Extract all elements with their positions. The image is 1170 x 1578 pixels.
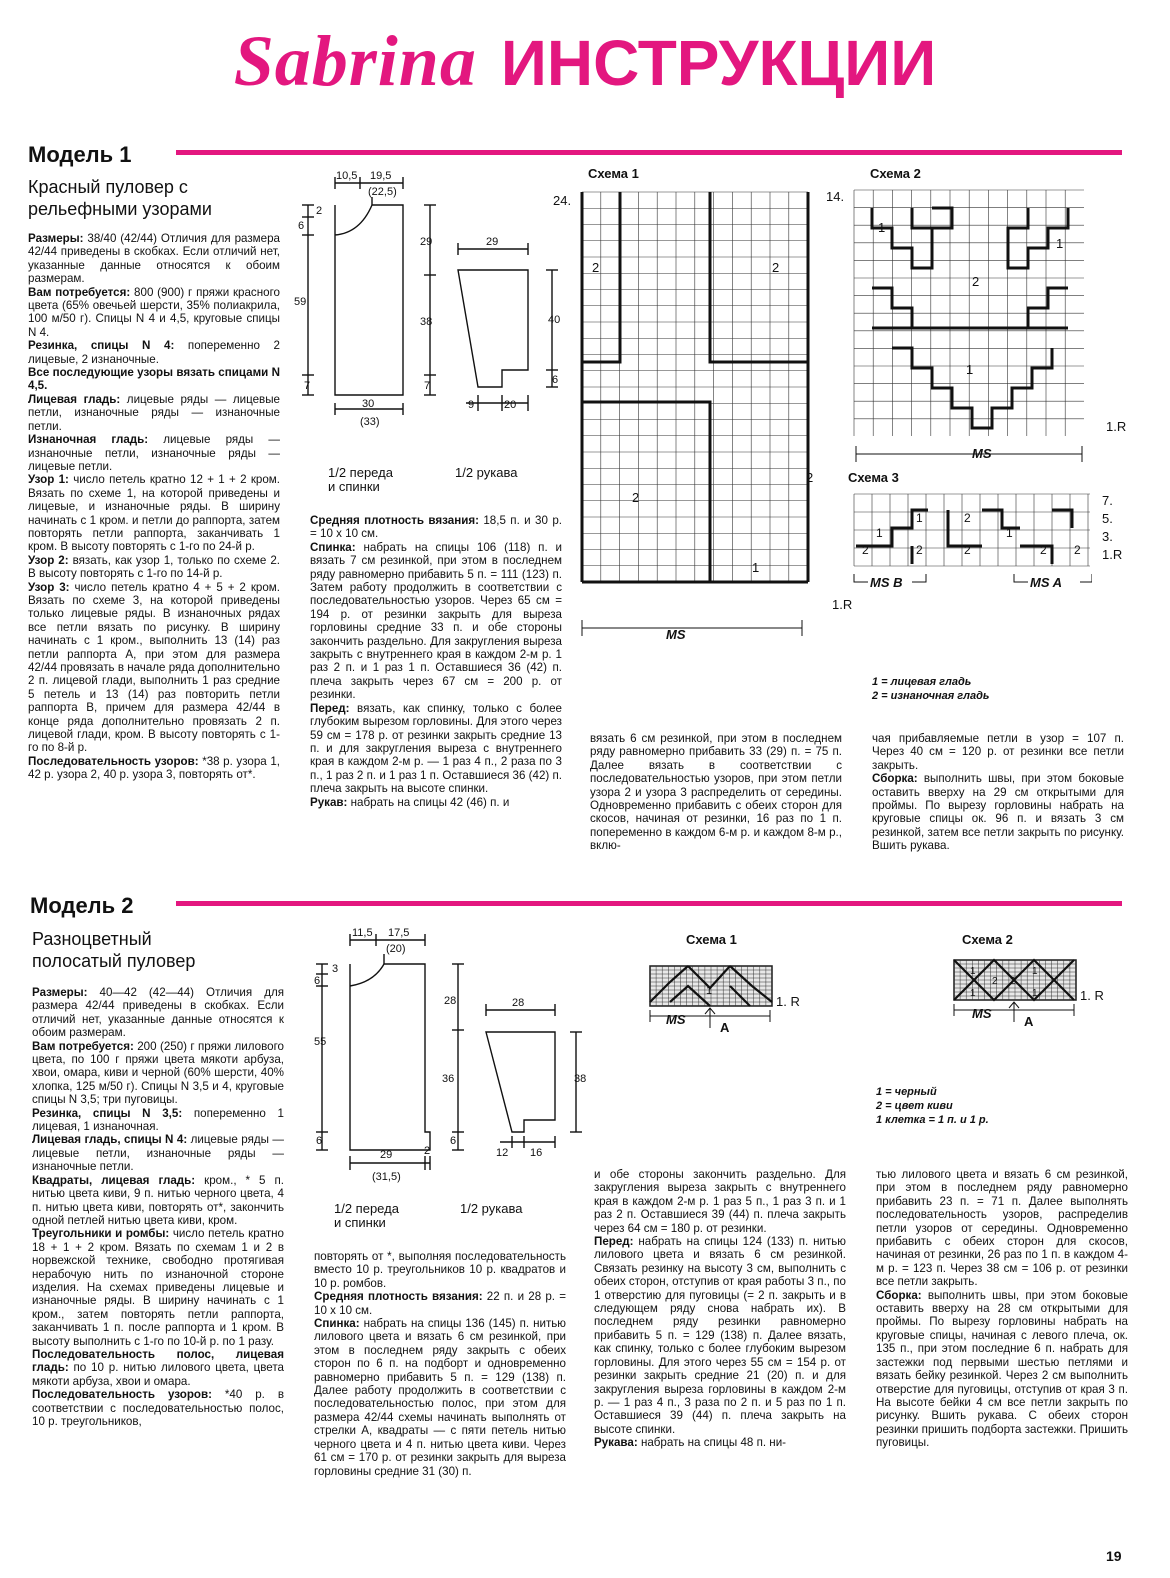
model1-scheme1-grid [580, 190, 820, 642]
paragraph [28, 755, 280, 782]
model2-subtitle-1: Разноцветный [32, 929, 152, 949]
paragraph [28, 286, 280, 340]
dim-label: 17,5 [388, 927, 410, 939]
model1-scheme3-row5: 5. [1102, 511, 1113, 526]
paragraph [32, 1227, 284, 1348]
paragraph [310, 541, 562, 702]
paragraph-text: вязать 6 см резинкой, при этом в последнем ряду равномерно прибавить 33 (29) п. = 75 п. Далее вязать в соответствии с последовательностью узоров, при этом петли узора 2 и узора 3 распределить от середины. Одновременно прибавить с обеих сторон для скосов, начиная от резинки, 16 раз по 1 п. попеременно в каждом 6-м р. и каждом 8-м р., вклю- [590, 732, 842, 853]
symbol-1: 1 [878, 220, 886, 235]
paragraph-heading: Спинка: [314, 1317, 360, 1331]
dim-label: 10,5 [336, 170, 358, 182]
model2-column-3 [594, 1168, 846, 1450]
paragraph [876, 1168, 1128, 1289]
page-number: 19 [1106, 1548, 1122, 1564]
paragraph-heading: Последовательность узоров: [28, 754, 199, 768]
model2-scheme1-grid [648, 962, 808, 1037]
paragraph [32, 1133, 284, 1173]
model1-rule [176, 150, 1122, 155]
paragraph [28, 473, 280, 553]
dim-label: 28 [512, 997, 525, 1009]
symbol-2: 2 [862, 543, 869, 557]
paragraph-heading: Вам потребуется: [28, 285, 131, 299]
symbol-1: 1 [1032, 988, 1038, 999]
paragraph-text: 800 (900) г пряжи красного цвета (65% овечьей шерсти, 35% полиакрила, 100 м/50 г). Спицы N 4 и 4,5, круговые спицы N 4. [28, 285, 281, 339]
model2-column-2 [314, 1250, 566, 1478]
paragraph [28, 581, 280, 755]
dim-label: 2 [424, 1145, 431, 1157]
dim-label: 30 [362, 398, 375, 410]
symbol-2: 2 [992, 976, 998, 987]
symbol-1: 1 [970, 988, 976, 999]
scheme-arrow-a-label: A [720, 1020, 730, 1035]
dim-label: 38 [420, 316, 433, 328]
paragraph [594, 1436, 846, 1449]
paragraph-text: попеременно 1 лицевая, 1 изнаночная. [32, 1106, 284, 1134]
dim-label: 28 [444, 995, 457, 1007]
paragraph [32, 1388, 284, 1428]
dim-label: 40 [548, 314, 561, 326]
paragraph [32, 1348, 284, 1388]
model2-column-4 [876, 1168, 1128, 1450]
symbol-2: 2 [1074, 543, 1081, 557]
paragraph [314, 1290, 566, 1317]
paragraph-text: лицевые ряды — лицевые петли, изнаночные ряды — изнаночные петли. [28, 392, 280, 433]
paragraph-heading: Последовательность узоров: [32, 1388, 212, 1402]
dim-label: 29 [380, 1149, 393, 1161]
paragraph-heading: Перед: [594, 1235, 634, 1249]
model2-legend-2: 2 = цвет киви [876, 1100, 953, 1112]
paragraph-text: набрать на спицы 136 (145) п. нитью лилового цвета и вязать 6 см резинкой, при этом в последнем ряду закрыть с обеих сторон по 6 п. на подборт и одновременно равномерно прибавить 5 п. = 129 (138) п. Далее работу продолжить в соответствии с последовательностью полос, при этом для размера 42/44 схемы начинать выполнять от стрелки А, квадраты — с пяти петель нитью черного цвета и 4 п. нитью цвета киви. Через 61 см = 170 р. от резинки закрыть для выреза горловины средние 31 (30) п. [314, 1317, 566, 1478]
paragraph-text: повторять от *, выполняя последовательность вместо 10 р. треугольников 10 р. квадратов и 10 р. ромбов. [314, 1250, 566, 1290]
model2-rule [176, 901, 1122, 906]
model2-scheme1-title: Схема 1 [686, 932, 737, 947]
dim-label: 29 [420, 236, 433, 248]
model1-subtitle-2: рельефными узорами [28, 199, 212, 219]
paragraph-heading: Вам потребуется: [32, 1039, 134, 1053]
paragraph-heading: Узор 3: [28, 580, 70, 594]
model1-body-caption-1: 1/2 переда [328, 465, 393, 480]
paragraph-text: набрать на спицы 124 (133) п. нитью лилового цвета и вязать 6 см резинкой. Связать резинку на высоту 3 см, выполнить с обеих сторон, отступив от края работы 3 п., по 1 отверстию для пуговицы (= 2 п. закрыть и в следующем ряду снова набрать их). В последнем ряду резинки равномерно прибавить 5 п. = 129 (138) п. Далее вязать, как спинку, только с более глубоким вырезом горловины. Для этого через 55 см = 154 р. от резинки закрыть средние 21 (20) п. и для закругления выреза горловины в каждом 2-м р. — 1 раз 4 п., 3 раза по 2 п. и 5 раз по 1 п. Оставшиеся 39 (44) п. плеча закрыть на высоте спинки. [594, 1235, 846, 1436]
paragraph-text: *40 р. в соответствии с последовательностью полос, 10 р. треугольников, [32, 1388, 284, 1428]
model2-subtitle-2: полосатый пуловер [32, 951, 196, 971]
dim-label: 3 [332, 963, 339, 975]
symbol-1: 1 [966, 362, 974, 377]
paragraph-text: по 10 р. нитью лилового цвета, цвета мякоти арбуза, хвои и омара. [32, 1361, 284, 1388]
paragraph-heading: Последовательность полос, лицевая гладь: [32, 1347, 284, 1375]
paragraph-text: тью лилового цвета и вязать 6 см резинкой, при этом в последнем ряду равномерно прибавить 23 п. = 71 п. Далее выполнять последовательность узоров, распределив петли узоров от середины. Одновременно прибавить с обеих сторон для скосов, начиная от резинки, 26 раз по 1 п. в каждом 4-м р. = 123 п. Через 38 см = 106 р. от резинки все петли закрыть. [876, 1168, 1128, 1289]
dim-label: 2 [316, 205, 323, 217]
model1-scheme1-title: Схема 1 [588, 166, 639, 181]
symbol-2: 2 [632, 490, 640, 505]
model1-scheme2-start: 1.R [1106, 419, 1127, 434]
paragraph-text: кром., * 5 п. нитью цвета киви, 9 п. нитью черного цвета, 4 п. нитью цвета киви, повторять от*, закончить одной петлей нитью цвета киви, кром. [32, 1173, 284, 1227]
paragraph-text: число петель кратно 18 + 1 + 2 кром. Вязать по схемам 1 и 2 в норвежской технике, свободно протягивая нерабочую нить по изнаночной стороне изделия. На схемах приведены лицевые и изнаночные ряды. В ширину начинать с 1 кром., затем повторять петли раппорта, заканчивать 1 п. после раппорта и 1 кром. В высоту выполнить с 1-го по 10-й р. по 1 разу. [32, 1227, 284, 1348]
scheme-start-label: 1. R [1080, 988, 1104, 1003]
paragraph [594, 1168, 846, 1235]
paragraph [28, 232, 280, 286]
paragraph-text: 18,5 п. и 30 р. = 10 х 10 см. [310, 514, 562, 541]
dim-label: 7 [304, 380, 311, 392]
model1-pattern-diagram [290, 165, 580, 495]
paragraph [32, 986, 284, 1040]
dim-label: 6 [552, 374, 559, 386]
paragraph-heading: Рукав: [310, 795, 348, 809]
model1-body-caption-2: и спинки [328, 479, 380, 494]
paragraph-text: чая прибавляемые петли в узор = 107 п. Через 40 см = 120 р. от резинки все петли закрыть. [872, 732, 1124, 772]
symbol-2: 2 [592, 260, 600, 275]
paragraph [32, 1174, 284, 1228]
paragraph-heading: Узор 2: [28, 553, 69, 567]
dim-label: 12 [496, 1147, 509, 1159]
scheme-msb-label: MS B [870, 575, 903, 590]
paragraph-heading: Средняя плотность вязания: [314, 1290, 483, 1304]
paragraph [28, 366, 280, 393]
dim-label: 19,5 [370, 170, 392, 182]
symbol-2: 2 [916, 543, 923, 557]
paragraph-heading: Узор 1: [28, 473, 69, 487]
paragraph-text: набрать на спицы 48 п. ни- [637, 1436, 787, 1450]
paragraph-text: число петель кратно 4 + 5 + 2 кром. Вязать по схеме 3, на которой приведены только лицевые ряды. В изнаночных рядах все петли вязать по рисунку. В ширину начинать с 1 кром., выполнить 13 (14) раз петли раппорта А, при этом для размера 42/44 провязать в начале ряда дополнительно 2 п. лицевой глади, выполнить 1 раз средние 5 петель и 13 (14) раз повторить петли раппорта В, причем для размера 42/44 в конце ряда дополнительно провязать 2 п. лицевой глади, кром. В высоту повторять с 1-го по 8-й р. [28, 580, 280, 755]
scheme-arrow-a-label: A [1024, 1014, 1034, 1029]
dim-label: (22,5) [368, 186, 397, 198]
model1-heading: Модель 1 [28, 142, 132, 167]
paragraph-heading: Средняя плотность вязания: [310, 514, 479, 527]
paragraph-text: число петель кратно 12 + 1 + 2 кром. Вязать по схеме 1, на которой приведены и лицевые, и изнаночные ряды. В ширину начинать с 1 кром. и петли до раппорта, затем повторять петли раппорта, заканчивать 1 кром. В высоту повторять с 1-го по 24-й р. [28, 473, 280, 554]
paragraph-text: 40—42 (42—44) Отличия для размера 42/44 приведены в скобках. Если отличий нет, указанные данные относятся к обоим размерам. [32, 986, 284, 1040]
paragraph-heading: Размеры: [32, 986, 88, 999]
model2-heading: Модель 2 [30, 893, 134, 918]
scheme-ms-label: MS [972, 446, 992, 461]
paragraph-text: вязать, как спинку, только с более глубоким вырезом горловины. Для этого через 59 см = 178 р. от резинки закрыть средние 13 п. и для закругления выреза с внутреннего края в каждом 2-м р. — 1 раз 4 п., 2 раза по 3 п., 1 раз 2 п. и 1 раз 1 п. Оставшиеся 36 (42) п. плеча закрыть на высоте спинки. [310, 701, 562, 796]
scheme-start-label: 1. R [776, 994, 800, 1009]
dim-label: 6 [314, 975, 321, 987]
model2-body-caption-1: 1/2 переда [334, 1201, 399, 1216]
symbol-2: 2 [964, 511, 971, 525]
paragraph-text: лицевые ряды — лицевые петли, изнаночные ряды — изнаночные петли. [32, 1133, 284, 1174]
dim-label: 7 [424, 380, 431, 392]
paragraph-heading: Резинка, спицы N 4: [28, 339, 175, 353]
dim-label: 38 [574, 1073, 587, 1085]
symbol-1: 1 [1006, 526, 1013, 540]
paragraph [314, 1317, 566, 1478]
paragraph-heading: Размеры: [28, 232, 84, 245]
paragraph [28, 393, 280, 433]
paragraph-text: *38 р. узора 1, 42 р. узора 2, 40 р. узора 3, повторять от*. [28, 754, 280, 782]
model1-scheme1-rows: 24. [553, 193, 572, 208]
model1-sleeve-outline [458, 270, 528, 387]
scheme-ms-label: MS [666, 627, 686, 642]
scheme-ms-label: MS [666, 1012, 686, 1027]
dim-label: 16 [530, 1147, 543, 1159]
paragraph-text: и обе стороны закончить раздельно. Для закругления выреза закрыть с внутреннего края в каждом 2-м р. 1 раз 5 п., 1 раз 3 п. и 1 раз 2 п. Оставшиеся 39 (44) п. плеча закрыть через 64 см = 180 р. от резинки. [594, 1168, 846, 1235]
paragraph-heading: Лицевая гладь: [28, 392, 121, 406]
paragraph [872, 732, 1124, 772]
dim-label: 36 [442, 1073, 455, 1085]
paragraph-text: 200 (250) г пряжи лилового цвета, по 100 г пряжи цвета мякоти арбуза, хвои, омара, киви и черной (60% шерсти, 40% хлопка, 125 м/50 г). Спицы N 3,5 и 4, круговые спицы N 3,5; три пуговицы. [32, 1039, 284, 1107]
symbol-1: 1 [916, 511, 923, 525]
paragraph-heading: Резинка, спицы N 3,5: [32, 1106, 183, 1120]
model1-scheme2-title: Схема 2 [870, 166, 921, 181]
model1-scheme1-start: 1.R [832, 597, 853, 612]
paragraph-heading: Все последующие узоры вязать спицами N 4,5. [28, 366, 280, 393]
paragraph-heading: Сборка: [876, 1288, 922, 1302]
model1-scheme2-rows: 14. [826, 189, 845, 204]
symbol-2: 2 [772, 260, 780, 275]
paragraph [28, 554, 280, 581]
scheme-msa-label: MS A [1030, 575, 1063, 590]
model1-sleeve-caption: 1/2 рукава [455, 465, 518, 480]
symbol-2: 2 [806, 470, 814, 485]
scheme-ms-label: MS [972, 1006, 992, 1021]
paragraph [28, 339, 280, 366]
model2-scheme2-title: Схема 2 [962, 932, 1013, 947]
paragraph-heading: Сборка: [872, 772, 918, 786]
paragraph [310, 514, 562, 541]
paragraph-heading: Треугольники и ромбы: [32, 1227, 170, 1241]
model2-pattern-diagram [300, 920, 590, 1210]
dim-label: 11,5 [352, 927, 373, 939]
model1-column-2 [310, 514, 562, 809]
symbol-1: 1 [1032, 966, 1038, 977]
dim-label: (33) [360, 416, 380, 428]
model1-scheme3-row7: 7. [1102, 493, 1113, 508]
symbol-2: 2 [1010, 976, 1016, 987]
model1-body-outline [335, 205, 403, 395]
paragraph [28, 433, 280, 473]
paragraph-text: попеременно 2 лицевые, 2 изнаночные. [28, 339, 280, 366]
dim-label: (31,5) [372, 1171, 401, 1183]
model1-scheme3-row1: 1.R [1102, 547, 1123, 562]
model1-scheme3-grid [852, 492, 1092, 592]
paragraph-heading: Спинка: [310, 540, 356, 554]
page-title: ИНСТРУКЦИИ [500, 27, 937, 99]
model2-sleeve-caption: 1/2 рукава [460, 1201, 523, 1216]
symbol-2: 2 [972, 274, 980, 289]
paragraph [32, 1040, 284, 1107]
paragraph-text: 38/40 (42/44) Отличия для размера 42/44 приведены в скобках. Если отличий нет, указанные данные относятся к обоим размерам. [28, 232, 280, 286]
symbol-2: 2 [1040, 543, 1047, 557]
dim-label: 20 [504, 399, 517, 411]
brand-logo: Sabrina [233, 21, 477, 101]
symbol-1: 1 [752, 560, 760, 575]
dim-label: 55 [314, 1036, 327, 1048]
model2-body-caption-2: и спинки [334, 1215, 386, 1230]
paragraph-text: вязать, как узор 1, только по схеме 2. В высоту повторять с 1-го по 14-й р. [28, 553, 280, 581]
model1-column-4 [872, 732, 1124, 853]
symbol-1: 1 [970, 966, 976, 977]
dim-label: 29 [486, 236, 499, 248]
dim-label: 59 [294, 296, 307, 308]
paragraph [310, 796, 562, 809]
paragraph [32, 1107, 284, 1134]
model2-legend-1: 1 = черный [876, 1086, 937, 1098]
model1-scheme3-row3: 3. [1102, 529, 1113, 544]
paragraph-text: набрать на спицы 42 (46) п. и [347, 795, 510, 809]
model1-subtitle-1: Красный пуловер с [28, 177, 188, 197]
paragraph-heading: Перед: [310, 701, 350, 715]
paragraph-heading: Рукава: [594, 1436, 638, 1450]
paragraph-text: лицевые ряды — изнаночные петли, изнаночные ряды — лицевые петли. [28, 433, 280, 473]
paragraph [314, 1250, 566, 1290]
symbol-1: 1 [876, 526, 883, 540]
dim-label: 9 [468, 399, 475, 411]
paragraph [310, 702, 562, 796]
model1-scheme2-grid [852, 188, 1092, 468]
paragraph [590, 732, 842, 853]
symbol-1: 1 [1056, 236, 1064, 251]
dim-label: 6 [450, 1135, 457, 1147]
model2-sleeve-outline [486, 1032, 555, 1132]
model1-column-3 [590, 732, 842, 853]
paragraph-heading: Лицевая гладь, спицы N 4: [32, 1133, 188, 1147]
paragraph-text: выполнить швы, при этом боковые оставить вверху на 28 см открытыми для проймы. По вырезу горловины набрать на круговые спицы, начиная с левого плеча, ок. 135 п., при этом последние 6 п. набрать для застежки под первыми шестью петлями и вязать бейку резинкой. Через 2 см выполнить отверстие для пуговицы, отступив от края 3 п. На высоте бейки 4 см все петли закрыть по рисунку. Вшить рукава. С обеих сторон резинки пришить подборта застежки. Пришить пуговицы. [876, 1288, 1128, 1450]
model2-legend-3: 1 клетка = 1 п. и 1 р. [876, 1114, 989, 1126]
paragraph [594, 1235, 846, 1436]
dim-label: 6 [316, 1135, 323, 1147]
model1-legend-1: 1 = лицевая гладь [872, 676, 972, 688]
paragraph [876, 1289, 1128, 1450]
paragraph-text: выполнить швы, при этом боковые оставить вверху на 29 см открытыми для проймы. По вырезу горловины набрать на круговые спицы ок. 96 п. и вязать 3 см резинкой, затем все петли закрыть по рисунку. Вшить рукава. [872, 772, 1124, 853]
symbol-1: 1 [706, 985, 713, 997]
paragraph-text: 22 п. и 28 р. = 10 х 10 см. [314, 1290, 566, 1317]
model2-column-1 [32, 986, 284, 1428]
paragraph [872, 772, 1124, 852]
model1-column-1 [28, 232, 280, 782]
page-header [0, 20, 1170, 103]
dim-label: 6 [298, 220, 305, 232]
model2-scheme2-grid [952, 956, 1112, 1031]
paragraph-text: набрать на спицы 106 (118) п. и вязать 7 см резинкой, при этом в последнем ряду равномерно прибавить 5 п. = 111 (123) п. Затем работу продолжить в соответствии с последовательностью узоров. Через 65 см = 194 р. от резинки закрыть для выреза горловины средние 33 п. и обе стороны закончить раздельно. Для закругления выреза закрыть с внутреннего края в каждом 2-м р. 1 раз 2 п. и 1 раз 1 п. Оставшиеся 36 (42) п. плеча закрыть через 67 см = 200 р. от резинки. [310, 540, 562, 702]
paragraph-heading: Изнаночная гладь: [28, 433, 149, 447]
dim-label: (20) [386, 943, 406, 955]
model1-scheme3-title: Схема 3 [848, 470, 899, 485]
model1-legend-2: 2 = изнаночная гладь [872, 690, 990, 702]
paragraph-heading: Квадраты, лицевая гладь: [32, 1173, 196, 1187]
symbol-2: 2 [964, 543, 971, 557]
model2-body-outline [350, 964, 430, 1150]
